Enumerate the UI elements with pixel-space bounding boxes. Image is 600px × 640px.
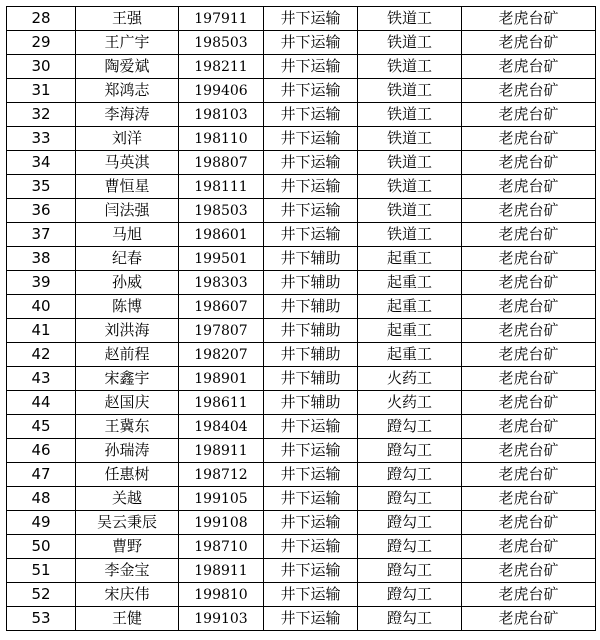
unit-cell: 老虎台矿 — [462, 247, 596, 270]
work-area-cell: 井下辅助 — [264, 343, 358, 366]
row-number-cell: 46 — [7, 439, 76, 462]
table-row — [7, 487, 596, 511]
unit-cell: 老虎台矿 — [462, 7, 596, 30]
birth-date-cell: 198207 — [179, 343, 264, 366]
unit-cell: 老虎台矿 — [462, 223, 596, 246]
work-area-cell: 井下运输 — [264, 127, 358, 150]
table-row — [7, 247, 596, 271]
row-number-cell: 50 — [7, 535, 76, 558]
name-cell: 曹野 — [76, 535, 179, 558]
birth-date-cell: 199108 — [179, 511, 264, 534]
table-row — [7, 199, 596, 223]
name-cell: 吴云秉辰 — [76, 511, 179, 534]
birth-date-cell: 198111 — [179, 175, 264, 198]
work-area-cell: 井下辅助 — [264, 367, 358, 390]
work-area-cell: 井下运输 — [264, 487, 358, 510]
name-cell: 孙威 — [76, 271, 179, 294]
unit-cell: 老虎台矿 — [462, 319, 596, 342]
job-type-cell: 铁道工 — [358, 55, 462, 78]
table-row — [7, 439, 596, 463]
birth-date-cell: 199103 — [179, 607, 264, 630]
name-cell: 郑鸿志 — [76, 79, 179, 102]
birth-date-cell: 198110 — [179, 127, 264, 150]
name-cell: 王广宇 — [76, 31, 179, 54]
table-row — [7, 391, 596, 415]
job-type-cell: 铁道工 — [358, 31, 462, 54]
birth-date-cell: 199406 — [179, 79, 264, 102]
table-row — [7, 583, 596, 607]
name-cell: 李海涛 — [76, 103, 179, 126]
birth-date-cell: 198911 — [179, 439, 264, 462]
unit-cell: 老虎台矿 — [462, 439, 596, 462]
unit-cell: 老虎台矿 — [462, 343, 596, 366]
job-type-cell: 铁道工 — [358, 199, 462, 222]
job-type-cell: 火药工 — [358, 391, 462, 414]
job-type-cell: 铁道工 — [358, 79, 462, 102]
unit-cell: 老虎台矿 — [462, 103, 596, 126]
unit-cell: 老虎台矿 — [462, 199, 596, 222]
table-row — [7, 415, 596, 439]
row-number-cell: 41 — [7, 319, 76, 342]
unit-cell: 老虎台矿 — [462, 415, 596, 438]
birth-date-cell: 198503 — [179, 199, 264, 222]
birth-date-cell: 198103 — [179, 103, 264, 126]
table-row — [7, 319, 596, 343]
row-number-cell: 29 — [7, 31, 76, 54]
work-area-cell: 井下辅助 — [264, 271, 358, 294]
unit-cell: 老虎台矿 — [462, 463, 596, 486]
row-number-cell: 28 — [7, 7, 76, 30]
birth-date-cell: 198901 — [179, 367, 264, 390]
table-row — [7, 6, 596, 31]
name-cell: 王强 — [76, 7, 179, 30]
job-type-cell: 起重工 — [358, 271, 462, 294]
row-number-cell: 42 — [7, 343, 76, 366]
job-type-cell: 铁道工 — [358, 223, 462, 246]
work-area-cell: 井下运输 — [264, 415, 358, 438]
name-cell: 王健 — [76, 607, 179, 630]
row-number-cell: 47 — [7, 463, 76, 486]
unit-cell: 老虎台矿 — [462, 31, 596, 54]
unit-cell: 老虎台矿 — [462, 151, 596, 174]
job-type-cell: 火药工 — [358, 367, 462, 390]
birth-date-cell: 198807 — [179, 151, 264, 174]
name-cell: 闫法强 — [76, 199, 179, 222]
row-number-cell: 32 — [7, 103, 76, 126]
name-cell: 曹恒星 — [76, 175, 179, 198]
row-number-cell: 36 — [7, 199, 76, 222]
name-cell: 宋庆伟 — [76, 583, 179, 606]
table-row — [7, 343, 596, 367]
name-cell: 宋鑫宇 — [76, 367, 179, 390]
job-type-cell: 起重工 — [358, 295, 462, 318]
work-area-cell: 井下运输 — [264, 535, 358, 558]
row-number-cell: 44 — [7, 391, 76, 414]
row-number-cell: 38 — [7, 247, 76, 270]
birth-date-cell: 198404 — [179, 415, 264, 438]
work-area-cell: 井下运输 — [264, 151, 358, 174]
birth-date-cell: 197911 — [179, 7, 264, 30]
row-number-cell: 49 — [7, 511, 76, 534]
unit-cell: 老虎台矿 — [462, 535, 596, 558]
name-cell: 马旭 — [76, 223, 179, 246]
birth-date-cell: 198503 — [179, 31, 264, 54]
birth-date-cell: 199501 — [179, 247, 264, 270]
table-row — [7, 55, 596, 79]
unit-cell: 老虎台矿 — [462, 295, 596, 318]
table-row — [7, 463, 596, 487]
table-row — [7, 103, 596, 127]
table-row — [7, 535, 596, 559]
row-number-cell: 43 — [7, 367, 76, 390]
table-row — [7, 31, 596, 55]
row-number-cell: 51 — [7, 559, 76, 582]
name-cell: 赵前程 — [76, 343, 179, 366]
job-type-cell: 铁道工 — [358, 127, 462, 150]
work-area-cell: 井下运输 — [264, 199, 358, 222]
row-number-cell: 48 — [7, 487, 76, 510]
birth-date-cell: 198712 — [179, 463, 264, 486]
row-number-cell: 31 — [7, 79, 76, 102]
job-type-cell: 铁道工 — [358, 7, 462, 30]
unit-cell: 老虎台矿 — [462, 487, 596, 510]
name-cell: 刘洋 — [76, 127, 179, 150]
job-type-cell: 起重工 — [358, 247, 462, 270]
work-area-cell: 井下运输 — [264, 607, 358, 630]
birth-date-cell: 198601 — [179, 223, 264, 246]
work-area-cell: 井下运输 — [264, 583, 358, 606]
work-area-cell: 井下辅助 — [264, 295, 358, 318]
work-area-cell: 井下运输 — [264, 31, 358, 54]
job-type-cell: 铁道工 — [358, 103, 462, 126]
row-number-cell: 45 — [7, 415, 76, 438]
table-row — [7, 223, 596, 247]
name-cell: 关越 — [76, 487, 179, 510]
work-area-cell: 井下运输 — [264, 79, 358, 102]
table-row — [7, 511, 596, 535]
unit-cell: 老虎台矿 — [462, 583, 596, 606]
birth-date-cell: 197807 — [179, 319, 264, 342]
table-row — [7, 367, 596, 391]
birth-date-cell: 199105 — [179, 487, 264, 510]
row-number-cell: 40 — [7, 295, 76, 318]
table-row — [7, 151, 596, 175]
personnel-table — [6, 6, 596, 631]
work-area-cell: 井下辅助 — [264, 391, 358, 414]
unit-cell: 老虎台矿 — [462, 175, 596, 198]
work-area-cell: 井下运输 — [264, 175, 358, 198]
work-area-cell: 井下运输 — [264, 463, 358, 486]
name-cell: 孙瑞涛 — [76, 439, 179, 462]
job-type-cell: 铁道工 — [358, 175, 462, 198]
name-cell: 王冀东 — [76, 415, 179, 438]
table-row — [7, 79, 596, 103]
row-number-cell: 34 — [7, 151, 76, 174]
job-type-cell: 蹬勾工 — [358, 487, 462, 510]
row-number-cell: 52 — [7, 583, 76, 606]
unit-cell: 老虎台矿 — [462, 127, 596, 150]
unit-cell: 老虎台矿 — [462, 391, 596, 414]
table-row — [7, 607, 596, 631]
unit-cell: 老虎台矿 — [462, 559, 596, 582]
name-cell: 陈博 — [76, 295, 179, 318]
job-type-cell: 蹬勾工 — [358, 583, 462, 606]
work-area-cell: 井下运输 — [264, 223, 358, 246]
name-cell: 刘洪海 — [76, 319, 179, 342]
birth-date-cell: 198607 — [179, 295, 264, 318]
job-type-cell: 蹬勾工 — [358, 511, 462, 534]
work-area-cell: 井下运输 — [264, 439, 358, 462]
job-type-cell: 蹬勾工 — [358, 607, 462, 630]
table-row — [7, 559, 596, 583]
row-number-cell: 30 — [7, 55, 76, 78]
birth-date-cell: 198303 — [179, 271, 264, 294]
unit-cell: 老虎台矿 — [462, 79, 596, 102]
unit-cell: 老虎台矿 — [462, 55, 596, 78]
name-cell: 纪春 — [76, 247, 179, 270]
name-cell: 任惠树 — [76, 463, 179, 486]
work-area-cell: 井下辅助 — [264, 247, 358, 270]
work-area-cell: 井下运输 — [264, 7, 358, 30]
birth-date-cell: 198911 — [179, 559, 264, 582]
job-type-cell: 蹬勾工 — [358, 463, 462, 486]
birth-date-cell: 198611 — [179, 391, 264, 414]
row-number-cell: 53 — [7, 607, 76, 630]
work-area-cell: 井下辅助 — [264, 319, 358, 342]
job-type-cell: 起重工 — [358, 319, 462, 342]
work-area-cell: 井下运输 — [264, 511, 358, 534]
birth-date-cell: 199810 — [179, 583, 264, 606]
unit-cell: 老虎台矿 — [462, 271, 596, 294]
unit-cell: 老虎台矿 — [462, 511, 596, 534]
birth-date-cell: 198710 — [179, 535, 264, 558]
table-row — [7, 271, 596, 295]
work-area-cell: 井下运输 — [264, 103, 358, 126]
table-row — [7, 127, 596, 151]
work-area-cell: 井下运输 — [264, 55, 358, 78]
job-type-cell: 起重工 — [358, 343, 462, 366]
work-area-cell: 井下运输 — [264, 559, 358, 582]
unit-cell: 老虎台矿 — [462, 367, 596, 390]
job-type-cell: 铁道工 — [358, 151, 462, 174]
birth-date-cell: 198211 — [179, 55, 264, 78]
row-number-cell: 39 — [7, 271, 76, 294]
job-type-cell: 蹬勾工 — [358, 559, 462, 582]
job-type-cell: 蹬勾工 — [358, 415, 462, 438]
name-cell: 赵国庆 — [76, 391, 179, 414]
table-row — [7, 175, 596, 199]
job-type-cell: 蹬勾工 — [358, 439, 462, 462]
name-cell: 马英淇 — [76, 151, 179, 174]
name-cell: 陶爱斌 — [76, 55, 179, 78]
row-number-cell: 37 — [7, 223, 76, 246]
name-cell: 李金宝 — [76, 559, 179, 582]
table-row — [7, 295, 596, 319]
row-number-cell: 35 — [7, 175, 76, 198]
unit-cell: 老虎台矿 — [462, 607, 596, 630]
job-type-cell: 蹬勾工 — [358, 535, 462, 558]
row-number-cell: 33 — [7, 127, 76, 150]
